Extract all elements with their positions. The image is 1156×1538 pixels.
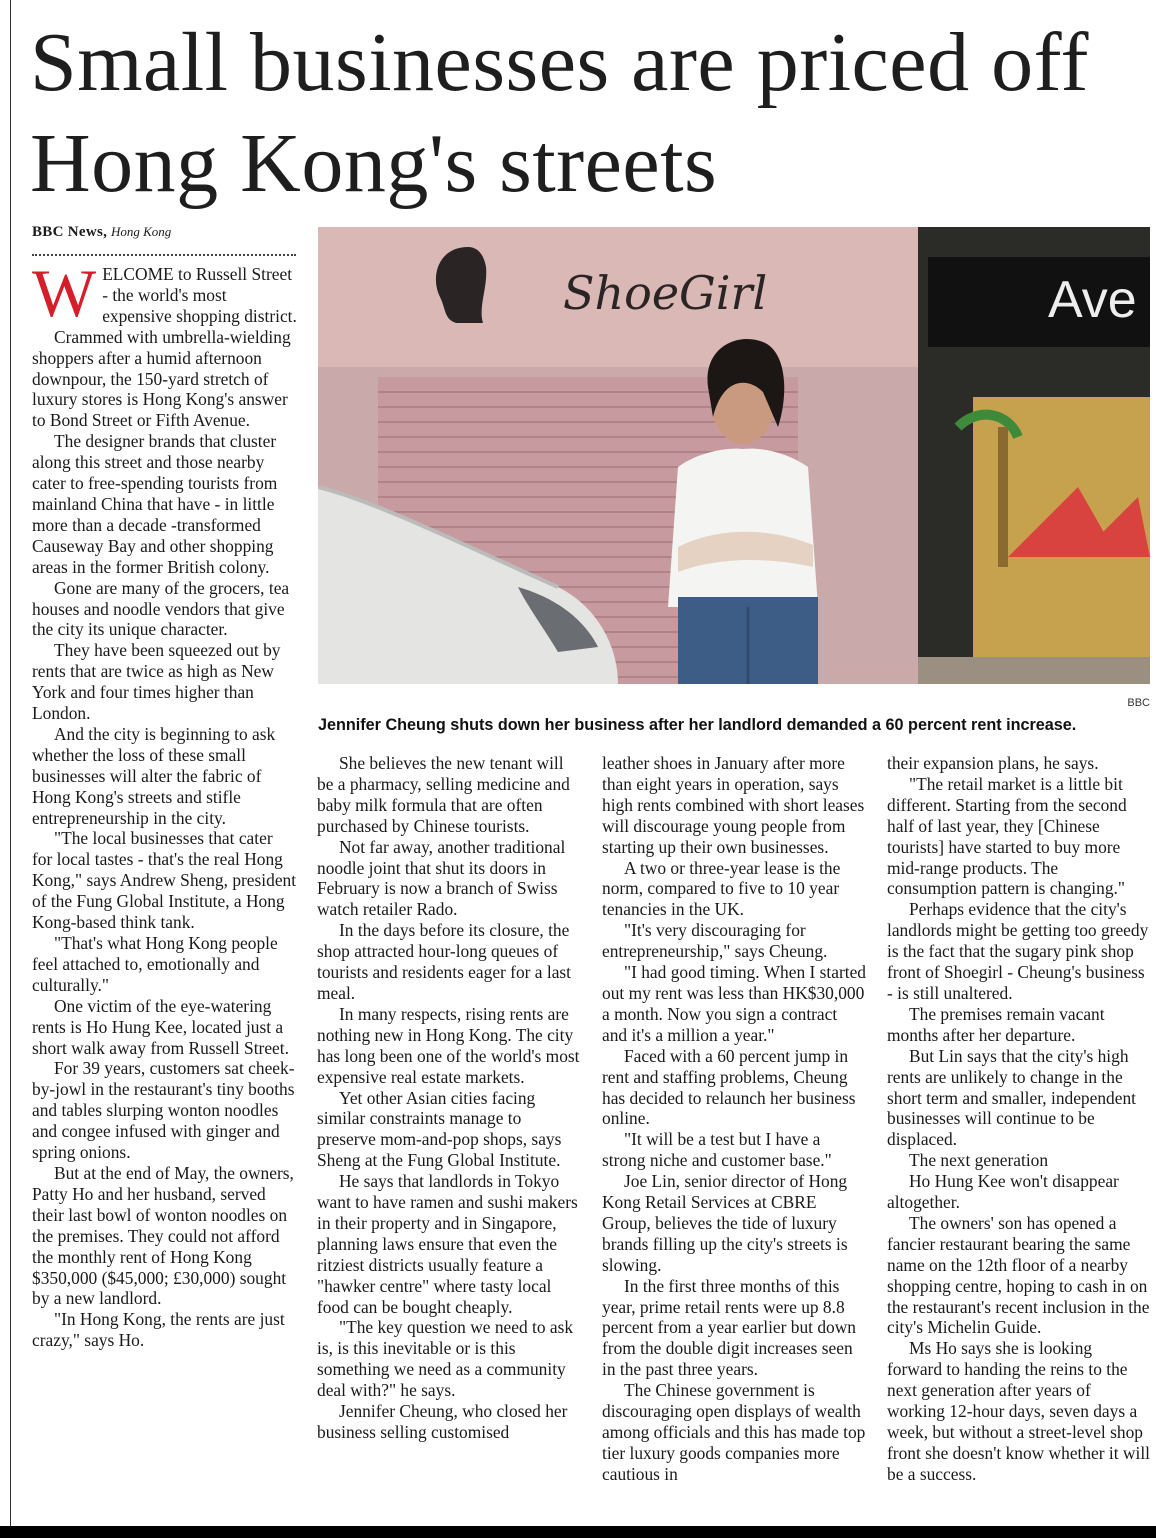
paragraph: Perhaps evidence that the city's landlords might be getting too greedy is the fact that the sugary pink shop front of Shoegirl - Cheung's business - is still unaltered.	[887, 899, 1149, 1003]
paragraph: Joe Lin, senior director of Hong Kong Retail Services at CBRE Group, believes the tide of luxury brands filling up the city's streets is slowing.	[602, 1171, 848, 1275]
paragraph: But Lin says that the city's high rents are unlikely to change in the short term and smaller, independent businesses will continue to be displaced.	[887, 1045, 1136, 1150]
paragraph: Jennifer Cheung, who closed her business selling customised	[317, 1401, 568, 1442]
article-column-1	[32, 255, 297, 1351]
paragraph: "In Hong Kong, the rents are just crazy," says Ho.	[32, 1309, 285, 1351]
paragraph: "That's what Hong Kong people feel attached to, emotionally and culturally."	[32, 933, 278, 995]
lead-paragraph: WELCOME to Russell Street - the world's most expensive shopping district.	[32, 255, 297, 331]
headline: Small businesses are priced off Hong Kong's streets	[30, 16, 1090, 210]
paragraph: "The local businesses that cater for local tastes - that's the real Hong Kong," says Andrew Sheng, president of the Fung Global Institute, a Hong Kong-based think tank.	[32, 828, 297, 933]
paragraph: In the first three months of this year, prime retail rents were up 8.8 percent from a year earlier but down from the double digit increases seen in the past three years.	[602, 1275, 856, 1380]
paragraph: A two or three-year lease is the norm, compared to five to 10 year tenancies in the UK.	[602, 857, 841, 920]
paragraph: Gone are many of the grocers, tea houses and noodle vendors that give the city its unique character.	[32, 577, 290, 640]
byline-source: BBC News,	[32, 224, 108, 240]
paragraph: She believes the new tenant will be a pharmacy, selling medicine and baby milk formula that are often purchased by Chinese tourists.	[317, 753, 570, 836]
paragraph: And the city is beginning to ask whether the loss of these small businesses will alter the fabric of Hong Kong's streets and stifle entrepreneurship in the city.	[32, 723, 276, 828]
svg-text:Ave: Ave	[1048, 271, 1137, 329]
paragraph: The premises remain vacant months after her departure.	[887, 1003, 1105, 1045]
drop-cap: W	[32, 255, 97, 331]
paragraph: Faced with a 60 percent jump in rent and staffing problems, Cheung has decided to relaunch her business online.	[602, 1045, 856, 1129]
paragraph: "It will be a test but I have a strong niche and customer base."	[602, 1129, 832, 1171]
paragraph: Yet other Asian cities facing similar constraints manage to preserve mom-and-pop shops, says Sheng at the Fung Global Institute.	[317, 1087, 562, 1171]
paragraph: "It's very discouraging for entrepreneurship," says Cheung.	[602, 920, 828, 962]
paragraph: In the days before its closure, the shop attracted hour-long queues of tourists and residents eager for a last meal.	[317, 920, 572, 1003]
paragraph: "I had good timing. When I started out my rent was less than HK$30,000 a month. Now you sign a contract and it's a million a year."	[602, 962, 866, 1045]
article-column-2	[317, 753, 583, 1443]
photo-caption: Jennifer Cheung shuts down her business after her landlord demanded a 60 percent rent increase.	[318, 716, 1077, 734]
paragraph: Ms Ho says she is looking forward to handing the reins to the next generation after years of working 12-hour days, seven days a week, but without a street-level shop front she doesn't know whether it will be a success.	[887, 1338, 1150, 1484]
paragraph: "The retail market is a little bit different. Starting from the second half of last year, they [Chinese tourists] have started to buy more mid-range products. The consumption pattern is changing."	[887, 773, 1127, 899]
shop-sign-text: ShoeGirl	[563, 266, 768, 320]
shop-front-photo	[318, 227, 1150, 684]
paragraph: He says that landlords in Tokyo want to have ramen and sushi makers in their property and in Singapore, planning laws ensure that even the ritziest districts usually feature a "hawker centre" where tasty local food can be bought cheaply.	[317, 1171, 578, 1317]
paragraph: But at the end of May, the owners, Patty Ho and her husband, served their last bowl of wonton noodles on the premises. They could not afford the monthly rent of Hong Kong $350,000 ($45,000; £30,000) sought by a new landlord.	[32, 1162, 294, 1309]
paragraph-continued: their expansion plans, he says.	[887, 753, 1099, 773]
paragraph: Crammed with umbrella-wielding shoppers after a humid afternoon downpour, the 150-yard stretch of luxury stores is Hong Kong's answer to Bond Street or Fifth Avenue.	[32, 326, 291, 431]
paragraph: The owners' son has opened a fancier restaurant bearing the same name on the 12th floor of a nearby shopping centre, hoping to cash in on the restaurant's recent inclusion in the city's Michelin Guide.	[887, 1212, 1150, 1338]
photo-credit: BBC	[1127, 697, 1150, 709]
left-margin-rule	[10, 0, 11, 1538]
paragraph: They have been squeezed out by rents that are twice as high as New York and four times higher than London.	[32, 640, 281, 724]
paragraph: The designer brands that cluster along this street and those nearby cater to free-spending tourists from mainland China that have - in little more than a decade -transformed Causeway Bay and other shopping areas in the former British colony.	[32, 431, 278, 577]
subheading: The next generation	[909, 1150, 1049, 1171]
paragraph: The Chinese government is discouraging open displays of wealth among officials and this has made top tier luxury goods companies more cautious in	[602, 1380, 866, 1484]
paragraph-continued: leather shoes in January after more than eight years in operation, says high rents combined with short leases will discourage young people from starting up their own businesses.	[602, 753, 865, 857]
paragraph: "The key question we need to ask is, is this inevitable or is this something we need as a community deal with?" he says.	[317, 1317, 574, 1401]
article-column-4	[887, 753, 1151, 1485]
article-column-3	[602, 753, 866, 1485]
paragraph: Not far away, another traditional noodle joint that shut its doors in February is now a branch of Swiss watch retailer Rado.	[317, 836, 566, 920]
article-photo	[318, 227, 1150, 684]
paragraph: In many respects, rising rents are nothing new in Hong Kong. The city has long been one of the world's most expensive real estate markets.	[317, 1003, 580, 1087]
paragraph: For 39 years, customers sat cheek-by-jowl in the restaurant's tiny booths and tables slurping wonton noodles and congee infused with ginger and spring onions.	[32, 1058, 295, 1163]
paragraph: Ho Hung Kee won't disappear altogether.	[887, 1171, 1119, 1213]
byline	[32, 224, 171, 241]
bottom-rule	[0, 1526, 1156, 1538]
byline-place: Hong Kong	[110, 224, 172, 239]
paragraph: One victim of the eye-watering rents is Ho Hung Kee, located just a short walk away from Russell Street.	[32, 995, 289, 1058]
